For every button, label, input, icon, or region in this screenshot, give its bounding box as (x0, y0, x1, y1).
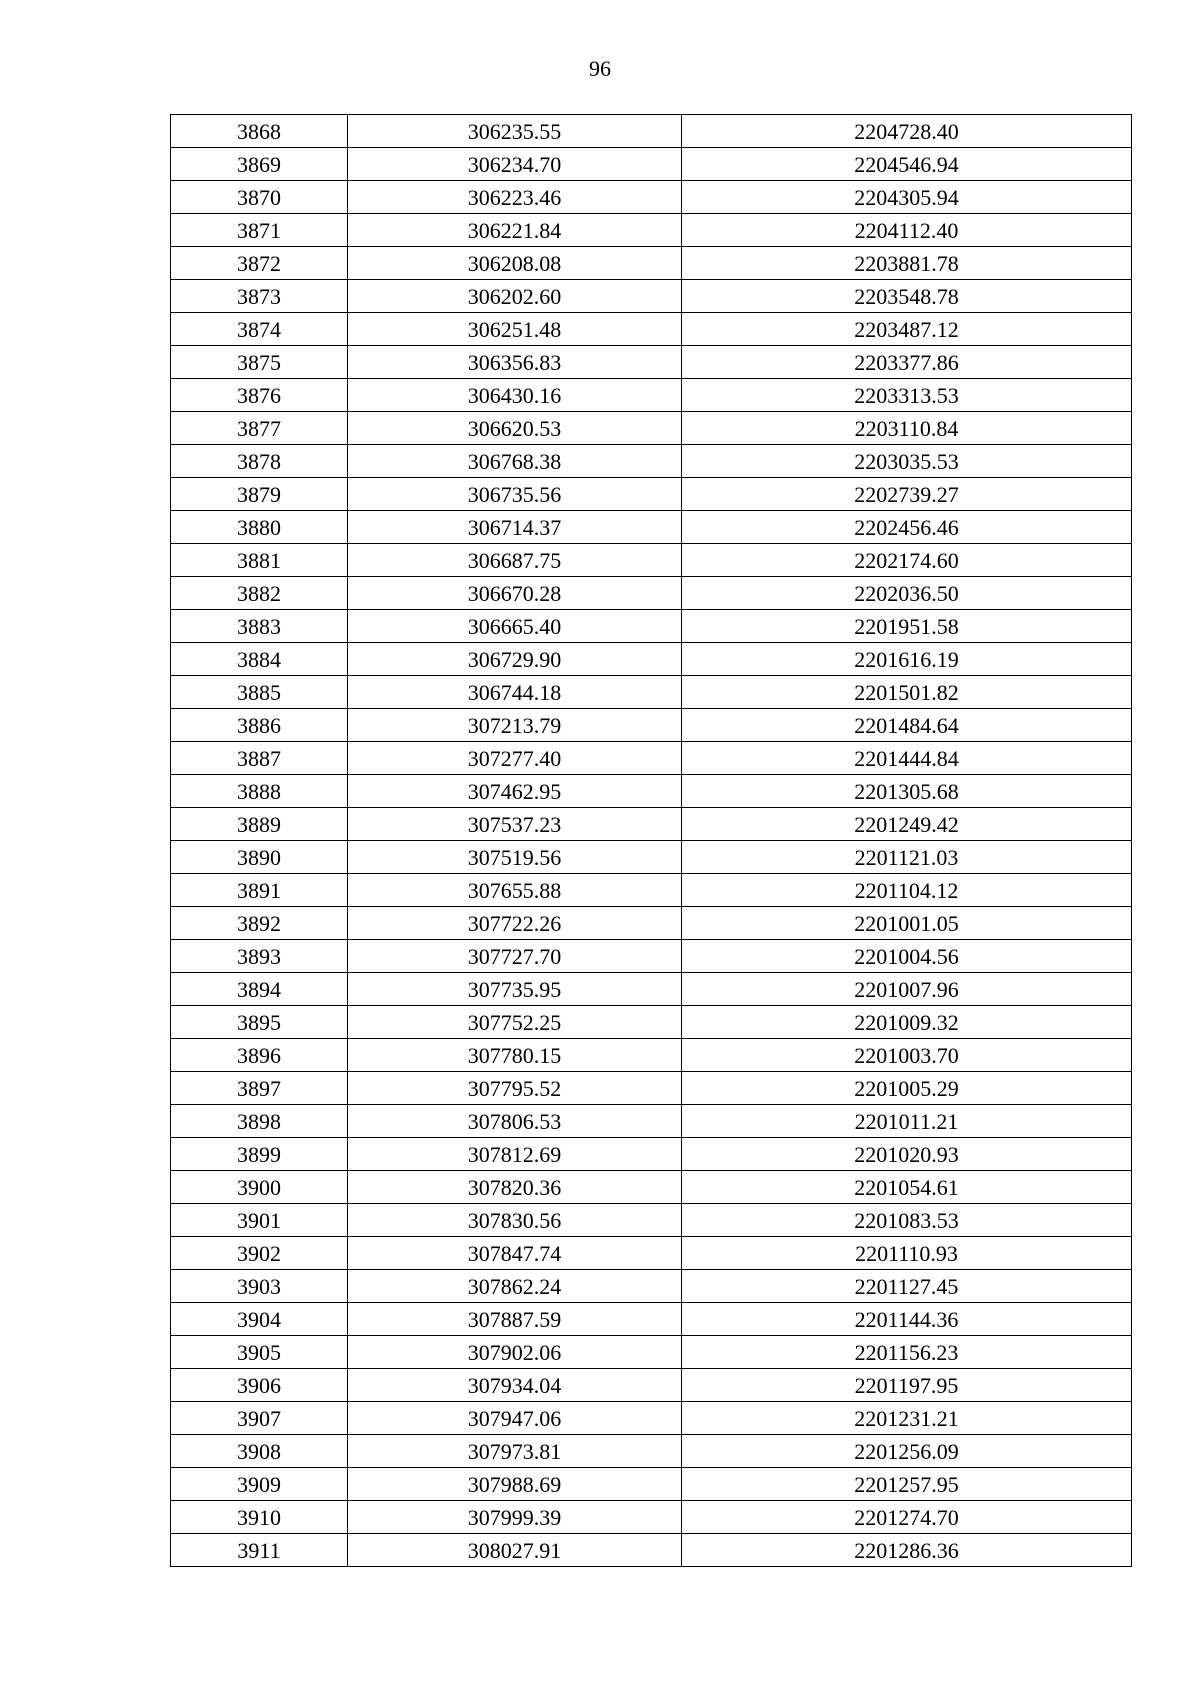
point-number-cell: 3884 (171, 643, 348, 676)
table-row (171, 412, 1132, 445)
point-number-cell: 3887 (171, 742, 348, 775)
point-number-cell: 3898 (171, 1105, 348, 1138)
y-coordinate-cell: 2201257.95 (682, 1468, 1132, 1501)
x-coordinate-cell: 307887.59 (348, 1303, 682, 1336)
point-number-cell: 3904 (171, 1303, 348, 1336)
table-row (171, 478, 1132, 511)
table-row (171, 1534, 1132, 1567)
x-coordinate-cell: 306768.38 (348, 445, 682, 478)
point-number-cell: 3891 (171, 874, 348, 907)
y-coordinate-cell: 2201156.23 (682, 1336, 1132, 1369)
table-row (171, 1204, 1132, 1237)
point-number-cell: 3906 (171, 1369, 348, 1402)
x-coordinate-cell: 306714.37 (348, 511, 682, 544)
point-number-cell: 3903 (171, 1270, 348, 1303)
y-coordinate-cell: 2201197.95 (682, 1369, 1132, 1402)
point-number-cell: 3894 (171, 973, 348, 1006)
y-coordinate-cell: 2201444.84 (682, 742, 1132, 775)
point-number-cell: 3869 (171, 148, 348, 181)
page-number: 96 (589, 56, 611, 81)
x-coordinate-cell: 306687.75 (348, 544, 682, 577)
y-coordinate-cell: 2201001.05 (682, 907, 1132, 940)
table-row (171, 313, 1132, 346)
point-number-cell: 3873 (171, 280, 348, 313)
table-row (171, 1138, 1132, 1171)
table-row (171, 1006, 1132, 1039)
x-coordinate-cell: 307462.95 (348, 775, 682, 808)
point-number-cell: 3890 (171, 841, 348, 874)
table-row (171, 280, 1132, 313)
y-coordinate-cell: 2203035.53 (682, 445, 1132, 478)
x-coordinate-cell: 307812.69 (348, 1138, 682, 1171)
table-row (171, 115, 1132, 148)
x-coordinate-cell: 307862.24 (348, 1270, 682, 1303)
table-row (171, 148, 1132, 181)
table-row (171, 1402, 1132, 1435)
table-row (171, 808, 1132, 841)
table-row (171, 610, 1132, 643)
y-coordinate-cell: 2201274.70 (682, 1501, 1132, 1534)
table-row (171, 247, 1132, 280)
y-coordinate-cell: 2203881.78 (682, 247, 1132, 280)
x-coordinate-cell: 307519.56 (348, 841, 682, 874)
table-row (171, 1303, 1132, 1336)
y-coordinate-cell: 2201054.61 (682, 1171, 1132, 1204)
y-coordinate-cell: 2201616.19 (682, 643, 1132, 676)
y-coordinate-cell: 2204112.40 (682, 214, 1132, 247)
y-coordinate-cell: 2204305.94 (682, 181, 1132, 214)
point-number-cell: 3909 (171, 1468, 348, 1501)
y-coordinate-cell: 2201231.21 (682, 1402, 1132, 1435)
x-coordinate-cell: 306251.48 (348, 313, 682, 346)
table-row (171, 1270, 1132, 1303)
table-row (171, 1072, 1132, 1105)
table-row (171, 643, 1132, 676)
point-number-cell: 3901 (171, 1204, 348, 1237)
y-coordinate-cell: 2201004.56 (682, 940, 1132, 973)
point-number-cell: 3878 (171, 445, 348, 478)
table-row (171, 1105, 1132, 1138)
y-coordinate-cell: 2201249.42 (682, 808, 1132, 841)
table-row (171, 907, 1132, 940)
x-coordinate-cell: 307847.74 (348, 1237, 682, 1270)
y-coordinate-cell: 2201144.36 (682, 1303, 1132, 1336)
table-row (171, 775, 1132, 808)
x-coordinate-cell: 307947.06 (348, 1402, 682, 1435)
x-coordinate-cell: 306744.18 (348, 676, 682, 709)
table-row (171, 544, 1132, 577)
y-coordinate-cell: 2201104.12 (682, 874, 1132, 907)
table-row (171, 181, 1132, 214)
point-number-cell: 3868 (171, 115, 348, 148)
x-coordinate-cell: 307277.40 (348, 742, 682, 775)
y-coordinate-cell: 2201127.45 (682, 1270, 1132, 1303)
point-number-cell: 3896 (171, 1039, 348, 1072)
point-number-cell: 3907 (171, 1402, 348, 1435)
point-number-cell: 3905 (171, 1336, 348, 1369)
table-row (171, 1435, 1132, 1468)
coordinates-table (170, 114, 1132, 1567)
y-coordinate-cell: 2203548.78 (682, 280, 1132, 313)
x-coordinate-cell: 306665.40 (348, 610, 682, 643)
point-number-cell: 3910 (171, 1501, 348, 1534)
point-number-cell: 3899 (171, 1138, 348, 1171)
point-number-cell: 3902 (171, 1237, 348, 1270)
x-coordinate-cell: 307780.15 (348, 1039, 682, 1072)
y-coordinate-cell: 2204728.40 (682, 115, 1132, 148)
x-coordinate-cell: 306221.84 (348, 214, 682, 247)
point-number-cell: 3874 (171, 313, 348, 346)
table-row (171, 676, 1132, 709)
point-number-cell: 3881 (171, 544, 348, 577)
y-coordinate-cell: 2203313.53 (682, 379, 1132, 412)
x-coordinate-cell: 307735.95 (348, 973, 682, 1006)
x-coordinate-cell: 306235.55 (348, 115, 682, 148)
x-coordinate-cell: 307727.70 (348, 940, 682, 973)
table-row (171, 1237, 1132, 1270)
point-number-cell: 3883 (171, 610, 348, 643)
point-number-cell: 3875 (171, 346, 348, 379)
x-coordinate-cell: 307537.23 (348, 808, 682, 841)
table-row (171, 709, 1132, 742)
point-number-cell: 3889 (171, 808, 348, 841)
y-coordinate-cell: 2203377.86 (682, 346, 1132, 379)
x-coordinate-cell: 307934.04 (348, 1369, 682, 1402)
x-coordinate-cell: 307999.39 (348, 1501, 682, 1534)
y-coordinate-cell: 2201121.03 (682, 841, 1132, 874)
x-coordinate-cell: 306223.46 (348, 181, 682, 214)
table-row (171, 577, 1132, 610)
y-coordinate-cell: 2201011.21 (682, 1105, 1132, 1138)
point-number-cell: 3897 (171, 1072, 348, 1105)
table-row (171, 346, 1132, 379)
point-number-cell: 3885 (171, 676, 348, 709)
y-coordinate-cell: 2201501.82 (682, 676, 1132, 709)
y-coordinate-cell: 2201256.09 (682, 1435, 1132, 1468)
y-coordinate-cell: 2201484.64 (682, 709, 1132, 742)
y-coordinate-cell: 2201005.29 (682, 1072, 1132, 1105)
x-coordinate-cell: 306208.08 (348, 247, 682, 280)
table-row (171, 1336, 1132, 1369)
x-coordinate-cell: 306620.53 (348, 412, 682, 445)
table-row (171, 841, 1132, 874)
point-number-cell: 3911 (171, 1534, 348, 1567)
point-number-cell: 3879 (171, 478, 348, 511)
coordinates-table-body (171, 115, 1132, 1567)
x-coordinate-cell: 306356.83 (348, 346, 682, 379)
point-number-cell: 3895 (171, 1006, 348, 1039)
x-coordinate-cell: 308027.91 (348, 1534, 682, 1567)
y-coordinate-cell: 2202739.27 (682, 478, 1132, 511)
table-row (171, 1369, 1132, 1402)
x-coordinate-cell: 306202.60 (348, 280, 682, 313)
x-coordinate-cell: 306729.90 (348, 643, 682, 676)
x-coordinate-cell: 307988.69 (348, 1468, 682, 1501)
point-number-cell: 3888 (171, 775, 348, 808)
x-coordinate-cell: 307902.06 (348, 1336, 682, 1369)
point-number-cell: 3892 (171, 907, 348, 940)
y-coordinate-cell: 2201286.36 (682, 1534, 1132, 1567)
point-number-cell: 3876 (171, 379, 348, 412)
y-coordinate-cell: 2201020.93 (682, 1138, 1132, 1171)
x-coordinate-cell: 306430.16 (348, 379, 682, 412)
x-coordinate-cell: 307795.52 (348, 1072, 682, 1105)
x-coordinate-cell: 306670.28 (348, 577, 682, 610)
table-row (171, 1468, 1132, 1501)
x-coordinate-cell: 307655.88 (348, 874, 682, 907)
x-coordinate-cell: 307213.79 (348, 709, 682, 742)
y-coordinate-cell: 2203110.84 (682, 412, 1132, 445)
x-coordinate-cell: 307830.56 (348, 1204, 682, 1237)
table-row (171, 1171, 1132, 1204)
x-coordinate-cell: 306234.70 (348, 148, 682, 181)
y-coordinate-cell: 2201009.32 (682, 1006, 1132, 1039)
point-number-cell: 3886 (171, 709, 348, 742)
table-row (171, 511, 1132, 544)
x-coordinate-cell: 307973.81 (348, 1435, 682, 1468)
x-coordinate-cell: 307820.36 (348, 1171, 682, 1204)
point-number-cell: 3900 (171, 1171, 348, 1204)
table-row (171, 1501, 1132, 1534)
y-coordinate-cell: 2204546.94 (682, 148, 1132, 181)
table-row (171, 874, 1132, 907)
point-number-cell: 3893 (171, 940, 348, 973)
y-coordinate-cell: 2201003.70 (682, 1039, 1132, 1072)
x-coordinate-cell: 306735.56 (348, 478, 682, 511)
table-row (171, 940, 1132, 973)
point-number-cell: 3880 (171, 511, 348, 544)
y-coordinate-cell: 2202036.50 (682, 577, 1132, 610)
table-row (171, 214, 1132, 247)
table-row (171, 445, 1132, 478)
y-coordinate-cell: 2201951.58 (682, 610, 1132, 643)
x-coordinate-cell: 307752.25 (348, 1006, 682, 1039)
y-coordinate-cell: 2201110.93 (682, 1237, 1132, 1270)
table-row (171, 742, 1132, 775)
x-coordinate-cell: 307722.26 (348, 907, 682, 940)
point-number-cell: 3872 (171, 247, 348, 280)
point-number-cell: 3877 (171, 412, 348, 445)
point-number-cell: 3882 (171, 577, 348, 610)
y-coordinate-cell: 2201305.68 (682, 775, 1132, 808)
table-row (171, 1039, 1132, 1072)
point-number-cell: 3871 (171, 214, 348, 247)
y-coordinate-cell: 2203487.12 (682, 313, 1132, 346)
y-coordinate-cell: 2202174.60 (682, 544, 1132, 577)
x-coordinate-cell: 307806.53 (348, 1105, 682, 1138)
y-coordinate-cell: 2201007.96 (682, 973, 1132, 1006)
y-coordinate-cell: 2201083.53 (682, 1204, 1132, 1237)
table-row (171, 973, 1132, 1006)
point-number-cell: 3908 (171, 1435, 348, 1468)
point-number-cell: 3870 (171, 181, 348, 214)
table-row (171, 379, 1132, 412)
y-coordinate-cell: 2202456.46 (682, 511, 1132, 544)
